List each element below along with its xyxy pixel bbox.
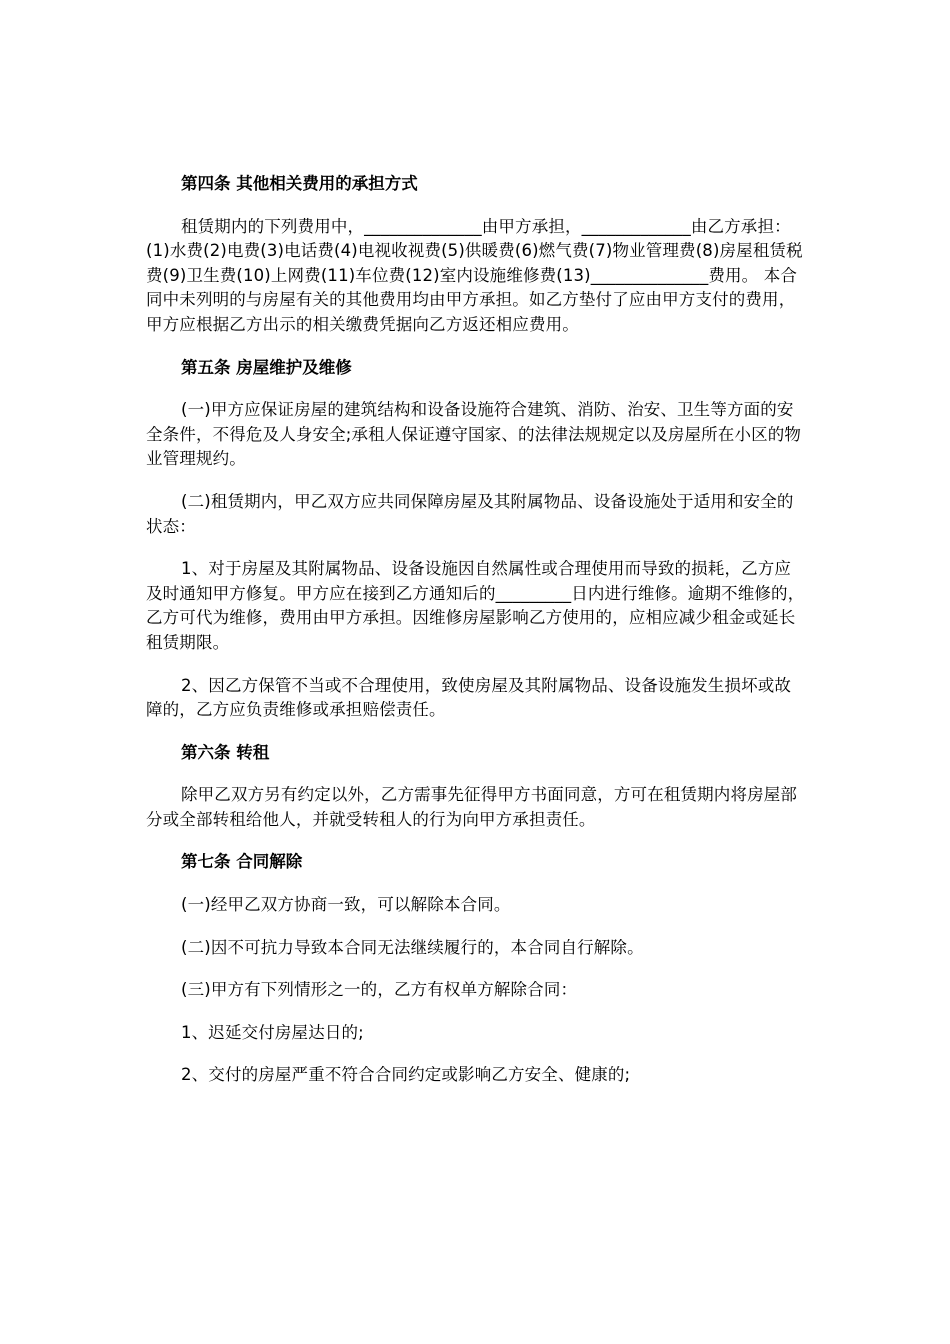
article-5-para-3: 1、对于房屋及其附属物品、设备设施因自然属性或合理使用而导致的损耗，乙方应及时通知甲方修复。甲方应在接到乙方通知后的_________日内进行维修。逾期不维修的，乙方可代为维修，费用由甲方承担。因维修房屋影响乙方使用的，应相应减少租金或延长租赁期限。 xyxy=(146,559,805,652)
article-5-para-2: (二)租赁期内，甲乙双方应共同保障房屋及其附属物品、设备设施处于适用和安全的状态： xyxy=(146,491,794,536)
document-page xyxy=(146,172,806,1106)
article-5-heading: 第五条 房屋维护及维修 xyxy=(181,357,352,377)
article-7-para-1: (一)经甲乙双方协商一致，可以解除本合同。 xyxy=(181,895,511,915)
article-7-para-2: (二)因不可抗力导致本合同无法继续履行的，本合同自行解除。 xyxy=(181,937,644,957)
article-7-para-3: (三)甲方有下列情形之一的，乙方有权单方解除合同： xyxy=(181,980,578,1000)
article-4-heading: 第四条 其他相关费用的承担方式 xyxy=(181,174,418,193)
article-7-item-1: 1、迟延交付房屋达日的; xyxy=(181,1022,364,1042)
article-5-para-1: (一)甲方应保证房屋的建筑结构和设备设施符合建筑、消防、治安、卫生等方面的安全条件，不得危及人身安全;承租人保证遵守国家、的法律法规规定以及房屋所在小区的物业管理规约。 xyxy=(146,400,802,469)
article-5-para-4: 2、因乙方保管不当或不合理使用，致使房屋及其附属物品、设备设施发生损坏或故障的，乙方应负责维修或承担赔偿责任。 xyxy=(146,675,792,720)
article-6-heading: 第六条 转租 xyxy=(181,742,270,762)
article-7-heading: 第七条 合同解除 xyxy=(181,852,303,872)
article-4-para-1: 租赁期内的下列费用中，______________由甲方承担，_____________由乙方承担：(1)水费(2)电费(3)电话费(4)电视收视费(5)供暖费(6)燃气费(7)物业管理费(8)房屋租赁税费(9)卫生费(10)上网费(11)车位费(12)室内设施维修费(13)______________费用。 本合同中未列明的与房屋有关的其他费用均由甲方承担。如乙方垫付了应由甲方支付的费用，甲方应根据乙方出示的相关缴费凭据向乙方返还相应费用。 xyxy=(146,216,803,334)
article-6-para-1: 除甲乙双方另有约定以外，乙方需事先征得甲方书面同意，方可在租赁期内将房屋部分或全部转租给他人，并就受转租人的行为向甲方承担责任。 xyxy=(146,785,798,829)
article-7-item-2: 2、交付的房屋严重不符合合同约定或影响乙方安全、健康的; xyxy=(181,1065,631,1085)
